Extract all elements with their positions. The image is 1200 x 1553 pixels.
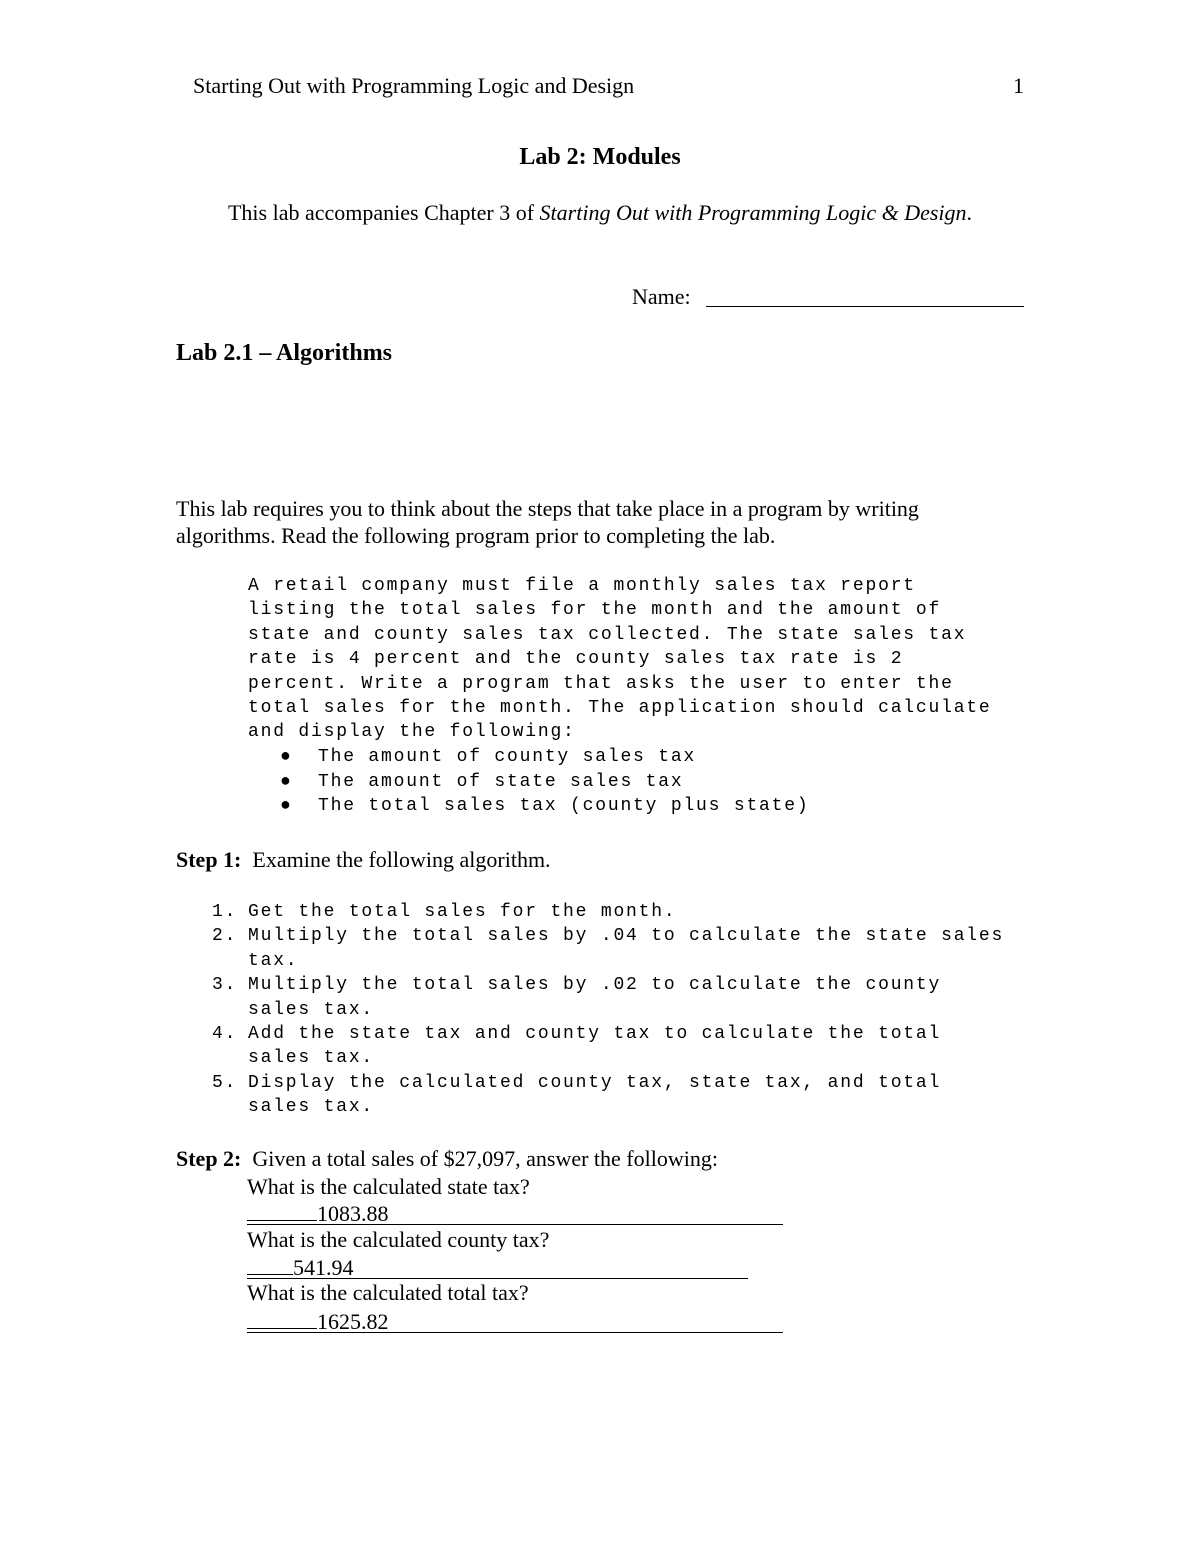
step-2-text: Given a total sales of $27,097, answer the following:	[241, 1146, 718, 1171]
problem-line: and display the following:	[248, 722, 576, 743]
algorithm-step	[212, 1022, 1004, 1071]
bullet-icon: ●	[280, 771, 293, 792]
question-state-tax: What is the calculated state tax?	[247, 1174, 530, 1199]
step-2-label: Step 2:	[176, 1146, 242, 1171]
step-text: sales tax.	[248, 1097, 375, 1118]
intro-line: This lab requires you to think about the steps that take place in a program by writing	[176, 496, 919, 521]
problem-line: listing the total sales for the month and the amount of	[248, 600, 942, 621]
list-item-text: The amount of state sales tax	[318, 771, 684, 792]
problem-statement	[248, 574, 992, 745]
running-header-title: Starting Out with Programming Logic and Design	[193, 73, 635, 98]
bullet-icon: ●	[280, 747, 293, 768]
problem-line: rate is 4 percent and the county sales tax rate is 2	[248, 649, 904, 670]
step-number: 1.	[212, 902, 238, 922]
answer-state-tax-field[interactable]	[247, 1200, 783, 1225]
answer-blank	[247, 1254, 293, 1275]
answer-blank	[247, 1200, 317, 1221]
step-number: 3.	[212, 975, 238, 996]
step-number: 4.	[212, 1024, 238, 1045]
intro-paragraph	[176, 495, 919, 549]
list-item-text: The amount of county sales tax	[318, 747, 697, 767]
lab-subtitle	[0, 200, 1200, 226]
list-item-text: The total sales tax (county plus state)	[318, 796, 810, 817]
answer-county-tax: 541.94	[293, 1255, 354, 1280]
step-number: 2.	[212, 926, 238, 947]
step-text: Get the total sales for the month.	[248, 902, 677, 922]
answer-state-tax: 1083.88	[317, 1201, 389, 1226]
problem-line: state and county sales tax collected. The state sales tax	[248, 624, 967, 645]
step-text: Display the calculated county tax, state tax, and total	[248, 1072, 942, 1093]
intro-line: algorithms. Read the following program prior to completing the lab.	[176, 523, 776, 548]
section-title: Lab 2.1 – Algorithms	[176, 340, 393, 366]
step-text: Multiply the total sales by .04 to calculate the state sales	[248, 926, 1005, 947]
answer-county-tax-field[interactable]	[247, 1254, 748, 1279]
list-item	[280, 770, 809, 795]
page-number: 1	[1013, 73, 1024, 98]
list-item	[280, 794, 809, 819]
problem-line: total sales for the month. The application should calculate	[248, 698, 992, 719]
answer-blank	[247, 1308, 317, 1329]
book-title: Starting Out with Programming Logic & Design	[539, 200, 967, 225]
step-text: sales tax.	[248, 1048, 375, 1069]
algorithm-step	[212, 900, 1004, 924]
problem-line: percent. Write a program that asks the user to enter the	[248, 673, 954, 694]
bullet-icon: ●	[280, 796, 293, 817]
answer-total-tax-field[interactable]	[247, 1308, 783, 1333]
step-text: tax.	[248, 950, 299, 971]
step-2	[176, 1146, 718, 1172]
answer-total-tax: 1625.82	[317, 1309, 389, 1334]
question-county-tax: What is the calculated county tax?	[247, 1227, 550, 1252]
subtitle-suffix: .	[966, 200, 973, 225]
step-text: sales tax.	[248, 999, 375, 1020]
algorithm-step	[212, 924, 1004, 973]
step-text: Multiply the total sales by .02 to calculate the county	[248, 975, 942, 996]
requirements-list	[280, 745, 809, 819]
step-1-label: Step 1:	[176, 847, 242, 872]
subtitle-prefix: This lab accompanies Chapter 3 of	[227, 200, 540, 225]
step-1	[176, 847, 551, 873]
algorithm-step	[212, 973, 1004, 1022]
algorithm-list	[212, 900, 1004, 1120]
algorithm-step	[212, 1071, 1004, 1120]
list-item	[280, 745, 809, 770]
step-text: Add the state tax and county tax to calculate the total	[248, 1024, 942, 1045]
lab-title: Lab 2: Modules	[519, 144, 681, 170]
name-field-line[interactable]	[706, 306, 1024, 307]
name-label: Name:	[632, 284, 691, 309]
step-1-text: Examine the following algorithm.	[241, 847, 551, 872]
question-total-tax: What is the calculated total tax?	[247, 1280, 529, 1305]
step-number: 5.	[212, 1072, 238, 1093]
problem-line: A retail company must file a monthly sales tax report	[248, 576, 916, 596]
